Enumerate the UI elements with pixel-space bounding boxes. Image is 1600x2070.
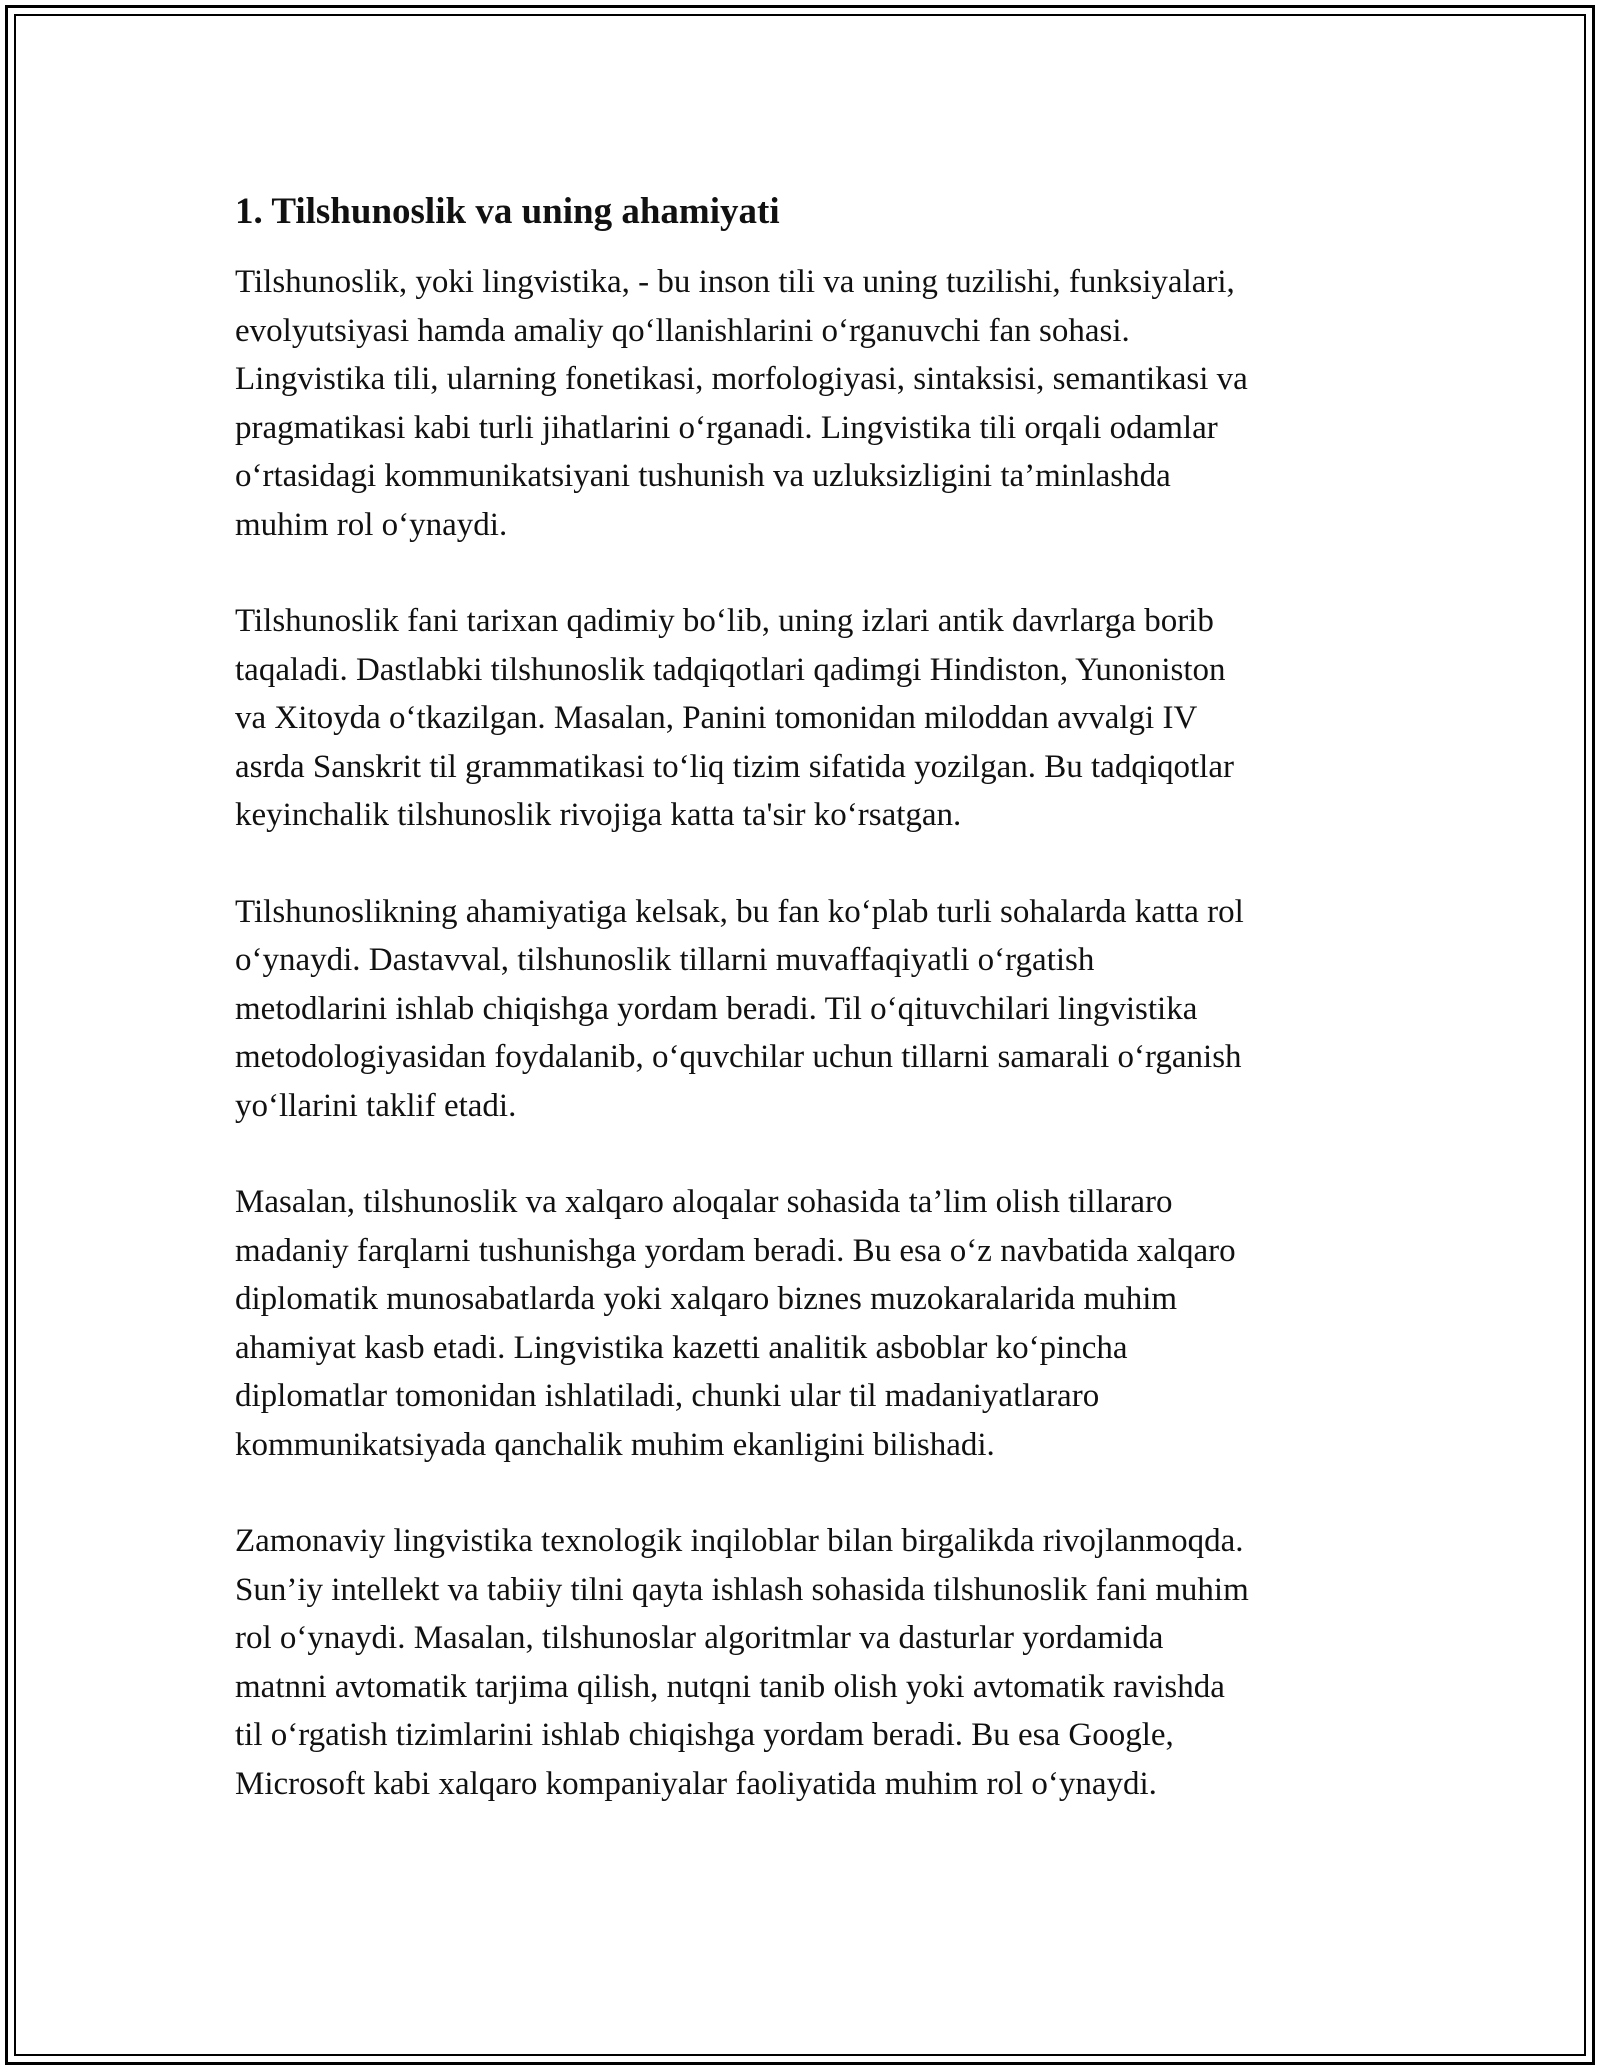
paragraph-line: asrda Sanskrit til grammatikasi to‘liq tizim sifatida yozilgan. Bu tadqiqotlar [235,748,1234,785]
section-title: 1. Tilshunoslik va uning ahamiyati [235,191,780,232]
paragraph-line: til o‘rgatish tizimlarini ishlab chiqishga yordam beradi. Bu esa Google, [235,1717,1174,1753]
paragraph-line: rol o‘ynaydi. Masalan, tilshunoslar algoritmlar va dasturlar yordamida [235,1620,1164,1656]
paragraph-line: pragmatikasi kabi turli jihatlarini o‘rganadi. Lingvistika tili orqali odamlar [235,409,1218,446]
paragraph-line: ahamiyat kasb etadi. Lingvistika kazetti analitik asboblar ko‘pincha [235,1329,1128,1366]
paragraph-5 [235,1517,1365,1808]
paragraph-line: Tilshunoslikning ahamiyatiga kelsak, bu fan ko‘plab turli sohalarda katta rol [235,893,1244,930]
paragraph-line: o‘rtasidagi kommunikatsiyani tushunish va uzluksizligini ta’minlashda [235,458,1171,494]
paragraph-line: muhim rol o‘ynaydi. [235,506,508,543]
paragraph-line: Masalan, tilshunoslik va xalqaro aloqalar sohasida ta’lim olish tillararo [235,1184,1173,1220]
paragraph-2 [235,597,1365,840]
document-body [235,186,1365,1856]
paragraph-line: Tilshunoslik, yoki lingvistika, - bu inson tili va uning tuzilishi, funksiyalari, [235,264,1235,300]
paragraph-line: madaniy farqlarni tushunishga yordam beradi. Bu esa o‘z navbatida xalqaro [235,1232,1236,1269]
paragraph-line: Lingvistika tili, ularning fonetikasi, morfologiyasi, sintaksisi, semantikasi va [235,361,1248,397]
paragraph-line: o‘ynaydi. Dastavval, tilshunoslik tillarni muvaffaqiyatli o‘rgatish [235,942,1095,978]
paragraph-line: diplomatlar tomonidan ishlatiladi, chunki ular til madaniyatlararo [235,1378,1100,1414]
paragraph-4 [235,1178,1365,1469]
paragraph-line: metodlarini ishlab chiqishga yordam beradi. Til o‘qituvchilari lingvistika [235,990,1198,1027]
paragraph-line: matnni avtomatik tarjima qilish, nutqni tanib olish yoki avtomatik ravishda [235,1668,1225,1705]
paragraph-line: Zamonaviy lingvistika texnologik inqiloblar bilan birgalikda rivojlanmoqda. [235,1523,1244,1559]
paragraph-line: Tilshunoslik fani tarixan qadimiy bo‘lib, uning izlari antik davrlarga borib [235,603,1214,639]
paragraph-3 [235,888,1365,1131]
paragraph-1 [235,258,1365,549]
paragraph-line: taqaladi. Dastlabki tilshunoslik tadqiqotlari qadimgi Hindiston, Yunoniston [235,651,1226,688]
paragraph-line: yo‘llarini taklif etadi. [235,1087,517,1124]
paragraph-line: diplomatik munosabatlarda yoki xalqaro biznes muzokaralarida muhim [235,1281,1178,1317]
paragraph-line: metodologiyasidan foydalanib, o‘quvchilar uchun tillarni samarali o‘rganish [235,1039,1242,1075]
paragraph-line: kommunikatsiyada qanchalik muhim ekanligini bilishadi. [235,1426,995,1463]
paragraph-line: va Xitoyda o‘tkazilgan. Masalan, Panini tomonidan miloddan avvalgi IV [235,700,1198,736]
paragraph-line: keyinchalik tilshunoslik rivojiga katta ta'sir ko‘rsatgan. [235,797,962,833]
paragraph-line: evolyutsiyasi hamda amaliy qo‘llanishlarini o‘rganuvchi fan sohasi. [235,312,1130,349]
paragraph-line: Microsoft kabi xalqaro kompaniyalar faoliyatida muhim rol o‘ynaydi. [235,1765,1157,1802]
paragraph-line: Sun’iy intellekt va tabiiy tilni qayta ishlash sohasida tilshunoslik fani muhim [235,1571,1249,1608]
